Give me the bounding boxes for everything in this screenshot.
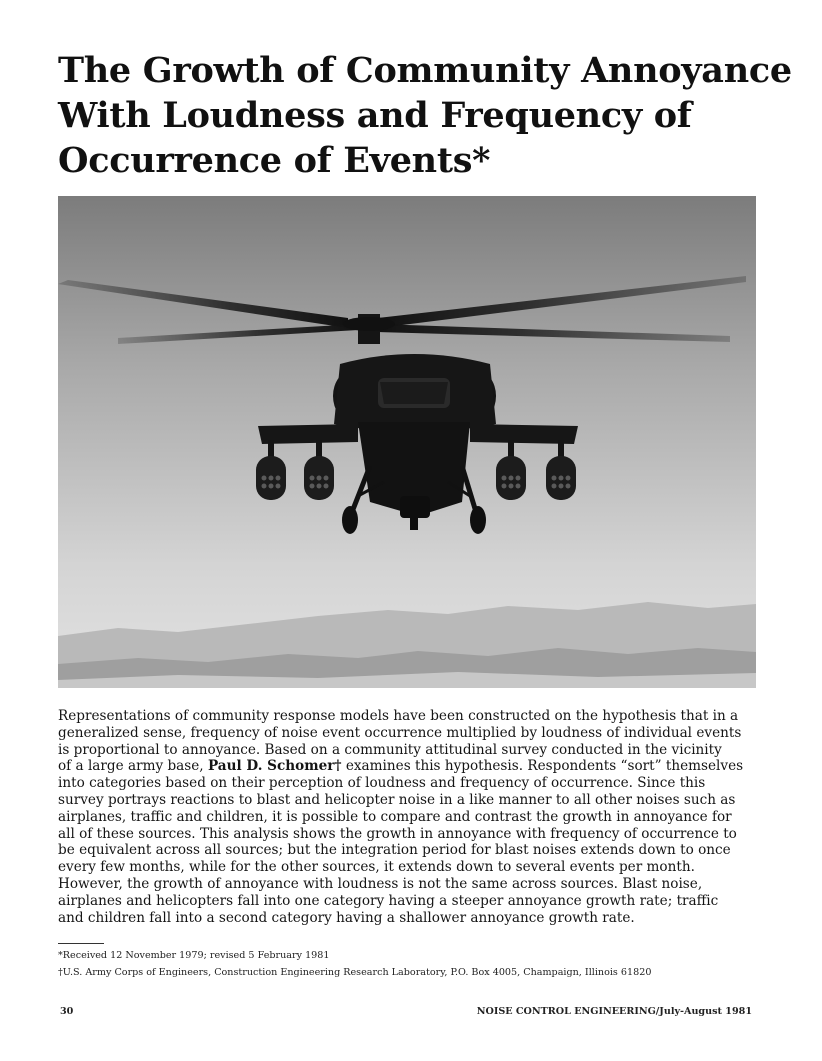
footnote-divider xyxy=(58,943,104,944)
footnote-received: *Received 12 November 1979; revised 5 February 1981 xyxy=(58,950,330,961)
abstract-text: of a large army base, xyxy=(58,758,208,775)
abstract-line: be equivalent across all sources; but the integration period for blast noises extends down to once xyxy=(58,842,731,859)
abstract-line: generalized sense, frequency of noise event occurrence multiplied by loudness of individual events xyxy=(58,724,742,741)
abstract-line: is proportional to annoyance. Based on a community attitudinal survey conducted in the vicinity xyxy=(58,741,722,758)
page-number: 30 xyxy=(60,1006,74,1017)
abstract-line: every few months, while for the other sources, it extends down to several events per month. xyxy=(58,859,695,876)
abstract-text: examines this hypothesis. Respondents “sort” themselves xyxy=(341,758,744,775)
title-line-3: Occurrence of Events* xyxy=(58,140,491,181)
abstract-line: and children fall into a second category having a shallower annoyance growth rate. xyxy=(58,909,635,926)
author-name: Paul D. Schomer† xyxy=(207,758,342,775)
journal-footer: NOISE CONTROL ENGINEERING/July-August 1981 xyxy=(476,1006,752,1017)
footnotes xyxy=(58,947,762,981)
abstract-line: survey portrays reactions to blast and helicopter noise in a like manner to all other noises such as xyxy=(58,791,736,808)
title-line-1: The Growth of Community Annoyance xyxy=(58,50,792,91)
abstract-line: into categories based on their perception of loudness and frequency of occurrence. Since this xyxy=(58,775,706,792)
footnote-affiliation: †U.S. Army Corps of Engineers, Construction Engineering Research Laboratory, P.O. Box 4005, Champaign, Illinois 61820 xyxy=(58,967,652,978)
abstract-line: However, the growth of annoyance with loudness is not the same across sources. Blast noise, xyxy=(58,875,703,892)
title-line-2: With Loudness and Frequency of xyxy=(58,95,692,136)
article-title xyxy=(58,48,792,183)
abstract-line: all of these sources. This analysis shows the growth in annoyance with frequency of occurrence to xyxy=(58,825,737,842)
abstract-line: Representations of community response models have been constructed on the hypothesis that in a xyxy=(58,708,739,724)
abstract xyxy=(58,708,762,926)
abstract-line: airplanes and helicopters fall into one category having a steeper annoyance growth rate; traffic xyxy=(58,892,719,909)
abstract-line-with-author xyxy=(58,758,762,775)
helicopter-photo xyxy=(58,196,756,688)
abstract-line: airplanes, traffic and children, it is possible to compare and contrast the growth in annoyance for xyxy=(58,808,732,825)
